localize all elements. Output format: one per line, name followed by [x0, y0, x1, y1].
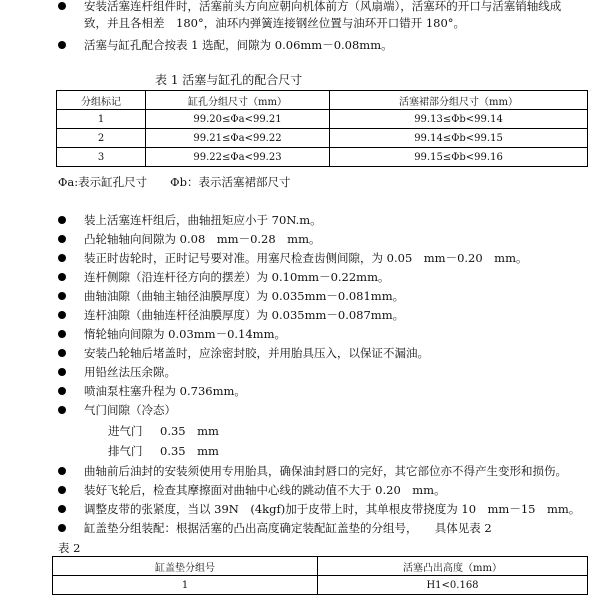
bullet-dot: [58, 2, 66, 10]
table-header-row: [57, 91, 588, 110]
bullet-text: 缸盖垫分组装配：根据活塞的凸出高度确定装配缸盖垫的分组号， 具体见表 2: [84, 521, 492, 535]
bullet-dot: [58, 41, 66, 49]
bullet-dot: [58, 273, 66, 281]
table-header-row: [53, 557, 588, 576]
table-header-cell: 活塞裙部分组尺寸（mm）: [330, 91, 588, 110]
bullet-dot: [58, 254, 66, 262]
bullet-dot: [58, 311, 66, 319]
bullet-text: 连杆侧隙（沿连杆径方向的摆差）为 0.10mm－0.22mm。: [84, 270, 390, 284]
table2: [52, 556, 588, 595]
bullet-text: 用铅丝法压余隙。: [84, 365, 176, 379]
table1: [56, 90, 588, 167]
table-cell: 99.20≤Φa<99.21: [146, 110, 330, 129]
bullet-text: 安装活塞连杆组件时，活塞前头方向应朝向机体前方（风扇端），活塞环的开口与活塞销轴线成: [84, 0, 562, 13]
table-cell: 3: [57, 148, 146, 167]
table-cell: H1<0.168: [318, 576, 588, 595]
table-cell: 1: [57, 110, 146, 129]
table1-caption: 表 1 活塞与缸孔的配合尺寸: [155, 73, 303, 87]
table-row: [57, 110, 588, 129]
bullet-text: 连杆油隙（曲轴连杆径油膜厚度）为 0.035mm－0.087mm。: [84, 308, 405, 322]
intake-valve-label: 进气门: [108, 424, 143, 438]
bullet-dot: [58, 349, 66, 357]
bullet-text: 活塞与缸孔配合按表 1 选配，间隙为 0.06mm－0.08mm。: [84, 38, 393, 52]
table-header-cell: 缸孔分组尺寸（mm）: [146, 91, 330, 110]
bullet-text: 装正时齿轮时，正时记号要对准。用塞尺检查齿侧间隙，为 0.05 mm－0.20 mm。: [84, 251, 528, 265]
bullet-text: 喷油泵柱塞升程为 0.736mm。: [84, 384, 246, 398]
bullet-text: 曲轴前后油封的安装须使用专用胎具，确保油封唇口的完好，其它部位亦不得产生变形和损伤。: [84, 464, 567, 478]
table-row: [57, 148, 588, 167]
table-cell: 99.21≤Φa<99.22: [146, 129, 330, 148]
bullet-dot: [58, 216, 66, 224]
bullet-text-continued: 致，并且各相差 180°，油环内弹簧连接钢丝位置与油环开口错开 180°。: [84, 16, 466, 30]
table-cell: 2: [57, 129, 146, 148]
table-header-cell: 缸盖垫分组号: [53, 557, 318, 576]
table-cell: 99.14≤Φb<99.15: [330, 129, 588, 148]
table-row: [53, 576, 588, 595]
bullet-dot: [58, 368, 66, 376]
bullet-dot: [58, 292, 66, 300]
bullet-text: 调整皮带的张紧度，当以 39N (4kgf)加于皮带上时，其单根皮带挠度为 10 mm－15 mm。: [84, 502, 581, 516]
table1-note: Φa:表示缸孔尺寸 Φb：表示活塞裙部尺寸: [58, 175, 291, 189]
exhaust-valve-value: 0.35 mm: [160, 444, 219, 458]
bullet-dot: [58, 387, 66, 395]
bullet-dot: [58, 467, 66, 475]
table-header-cell: 活塞凸出高度（mm）: [318, 557, 588, 576]
table-cell: 99.15≤Φb<99.16: [330, 148, 588, 167]
table-cell: 99.22≤Φa<99.23: [146, 148, 330, 167]
bullet-text: 装上活塞连杆组后，曲轴扭矩应小于 70N.m。: [84, 213, 322, 227]
table-header-cell: 分组标记: [57, 91, 146, 110]
bullet-text: 气门间隙（冷态）: [84, 403, 176, 417]
exhaust-valve-label: 排气门: [108, 444, 143, 458]
bullet-dot: [58, 330, 66, 338]
bullet-text: 曲轴油隙（曲轴主轴径油膜厚度）为 0.035mm－0.081mm。: [84, 289, 405, 303]
bullet-text: 安装凸轮轴后堵盖时，应涂密封胶，并用胎具压入，以保证不漏油。: [84, 346, 429, 360]
table-cell: 99.13≤Φb<99.14: [330, 110, 588, 129]
table-row: [57, 129, 588, 148]
table2-caption: 表 2: [58, 541, 81, 555]
bullet-dot: [58, 486, 66, 494]
bullet-dot: [58, 524, 66, 532]
bullet-dot: [58, 406, 66, 414]
bullet-dot: [58, 235, 66, 243]
bullet-text: 惰轮轴向间隙为 0.03mm－0.14mm。: [84, 327, 286, 341]
bullet-text: 凸轮轴轴向间隙为 0.08 mm－0.28 mm。: [84, 232, 321, 246]
table-cell: 1: [53, 576, 318, 595]
intake-valve-value: 0.35 mm: [160, 424, 219, 438]
bullet-dot: [58, 505, 66, 513]
bullet-text: 装好飞轮后，检查其摩擦面对曲轴中心线的跳动值不大于 0.20 mm。: [84, 483, 446, 497]
